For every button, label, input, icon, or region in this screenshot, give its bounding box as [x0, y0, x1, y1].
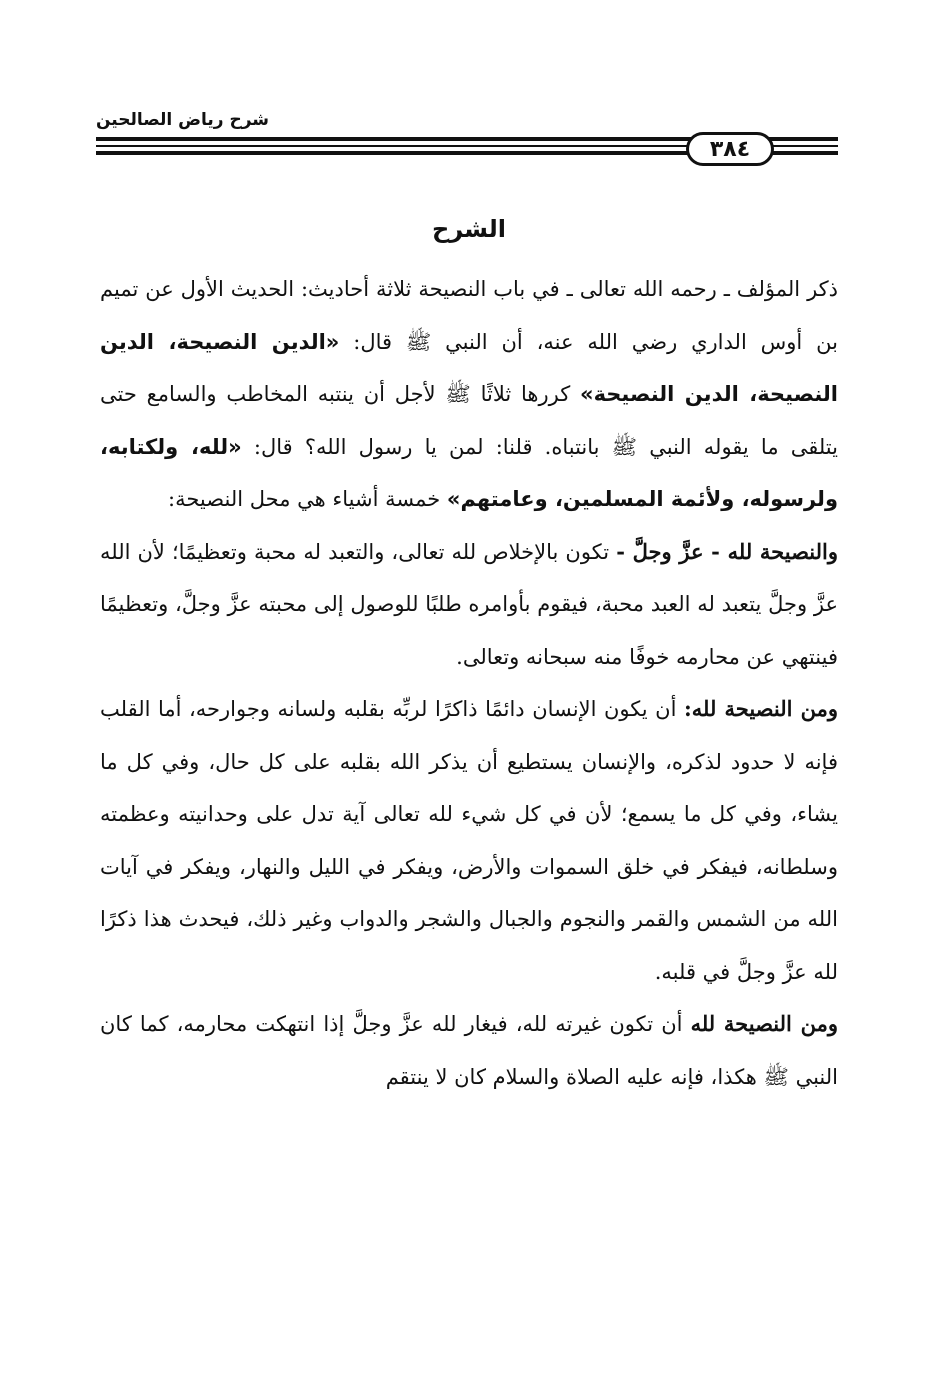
paragraph-text: ذكر المؤلف ـ رحمه الله تعالى ـ في باب النصيحة ثلاثة أحاديث: الحديث الأول عن تميم بن أوس الداري رضي الله عنه، أن النبي ﷺ قال: — [100, 277, 839, 354]
book-title: شرح رياض الصالحين — [96, 110, 270, 130]
paragraph-1 — [100, 263, 838, 526]
paragraph-lead: ومن النصيحة لله: — [683, 696, 838, 721]
paragraph-2 — [100, 526, 838, 684]
hadith-quote: «الدين النصيحة، الدين النصيحة، الدين النصيحة» — [100, 329, 838, 406]
section-title: الشرح — [432, 215, 506, 243]
paragraph-4 — [100, 998, 838, 1103]
paragraph-lead: ومن النصيحة لله — [690, 1011, 838, 1036]
paragraph-text: كررها ثلاثًا ﷺ لأجل أن ينتبه المخاطب والسامع حتى يتلقى ما يقوله النبي ﷺ بانتباه. قلنا: لمن يا رسول الله؟ قال: — [100, 382, 838, 459]
paragraph-3 — [100, 683, 838, 998]
paragraph-lead: والنصيحة لله - عزَّ وجلَّ - — [616, 538, 838, 564]
page-header — [96, 100, 838, 170]
hadith-quote: «لله، ولكتابه، ولرسوله، ولأئمة المسلمين، وعامتهم» — [100, 434, 838, 511]
paragraph-text: أن تكون غيرته لله، فيغار لله عزَّ وجلَّ إذا انتهكت محارمه، كما كان النبي ﷺ هكذا، فإنه عليه الصلاة والسلام كان لا ينتقم — [100, 1012, 838, 1089]
paragraph-text: أن يكون الإنسان دائمًا ذاكرًا لربِّه بقلبه ولسانه وجوارحه، أما القلب فإنه لا حدود لذكره، والإنسان يستطيع أن يذكر الله بقلبه على كل حال، وفي كل ما يشاء، وفي كل ما يسمع؛ لأن في كل شيء لله تعالى آية تدل على وحدانيته وعظمته وسلطانه، فيفكر في خلق السموات والأرض، ويفكر في الليل والنهار، ويفكر في آيات الله من الشمس والقمر والنجوم والجبال والشجر والدواب وغير ذلك، فيحدث هذا ذكرًا لله عزَّ وجلَّ في قلبه. — [100, 697, 838, 984]
paragraph-text: تكون بالإخلاص لله تعالى، والتعبد له محبة وتعظيمًا؛ لأن الله عزَّ وجلَّ يتعبد له العبد محبة، فيقوم بأوامره طلبًا للوصول إلى محبته عزَّ وجلَّ، وتعظيمًا فينتهي عن محارمه خوفًا منه سبحانه وتعالى. — [100, 539, 838, 669]
paragraph-text: خمسة أشياء هي محل النصيحة: — [168, 487, 447, 511]
main-content — [100, 205, 838, 1103]
page-number: ٣٨٤ — [686, 132, 774, 166]
